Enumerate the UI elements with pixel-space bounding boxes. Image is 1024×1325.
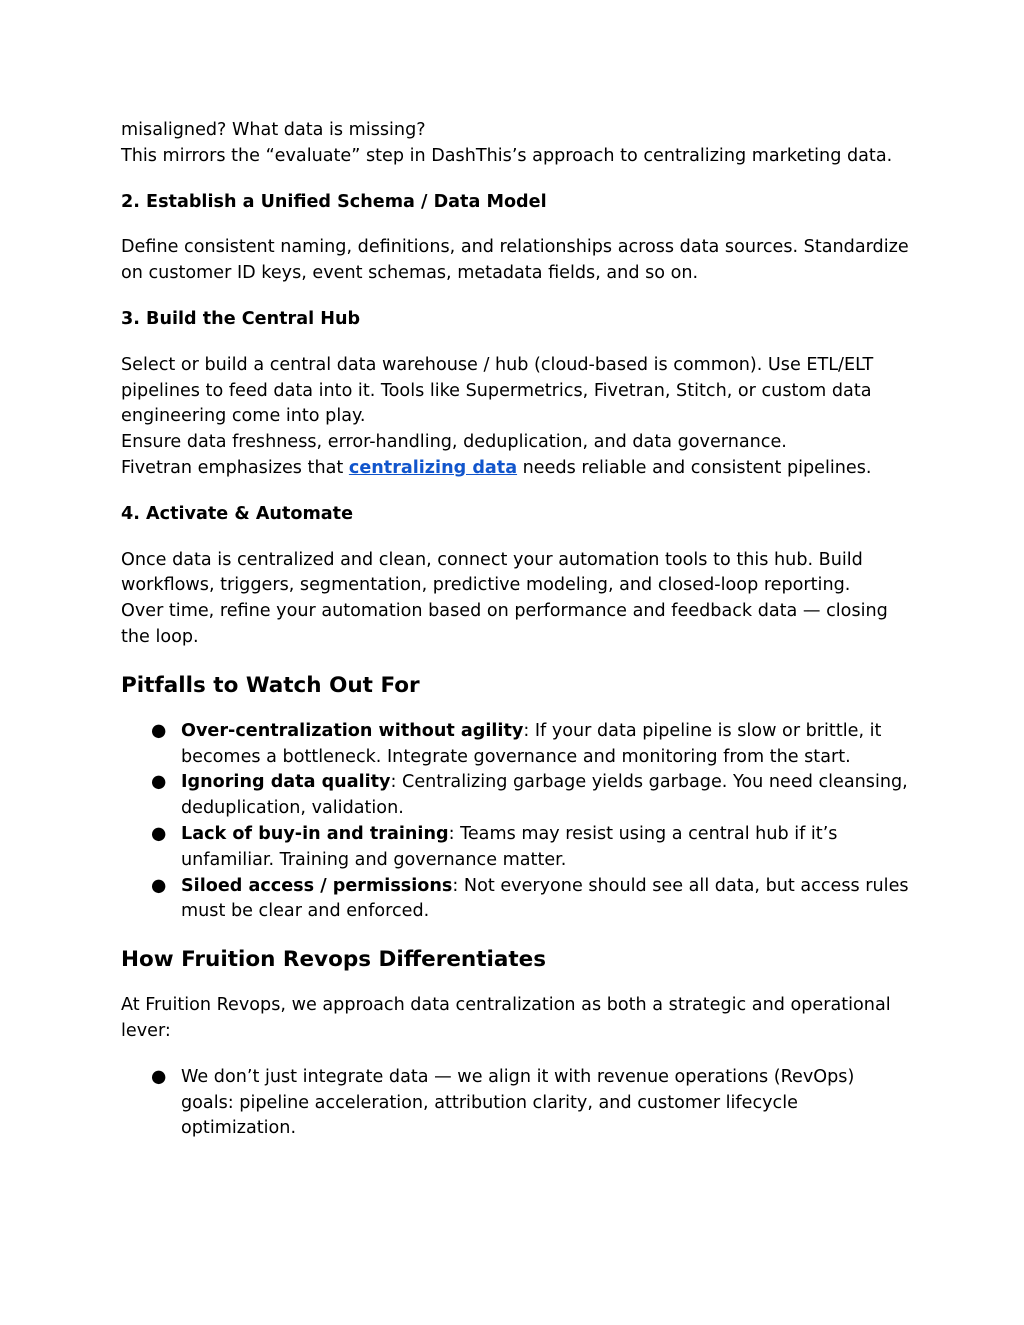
differentiates-list <box>121 1065 911 1142</box>
differentiates-item <box>121 1065 911 1142</box>
bullet-icon: ● <box>151 823 167 844</box>
bullet-icon: ● <box>151 772 167 793</box>
bullet-icon: ● <box>151 1066 167 1087</box>
differentiates-intro: At Fruition Revops, we approach data centralization as both a strategic and operational lever: <box>121 995 891 1041</box>
pitfall-text: : Not everyone should see all data, but access rules must be clear and enforced. <box>181 875 909 922</box>
step-3-body-1: Select or build a central data warehouse / hub (cloud-based is common). Use ETL/ELT pipelines to feed data into it. Tools like Supermetrics, Fivetran, Stitch, or custom data engineering come into play. <box>121 354 874 427</box>
pitfall-item <box>121 822 911 874</box>
pitfall-item <box>121 719 911 771</box>
differentiates-text: We don’t just integrate data — we align it with revenue operations (RevOps) goals: pipeline acceleration, attribution clarity, and customer lifecycle optimization. <box>181 1066 855 1139</box>
pitfall-text: : Centralizing garbage yields garbage. You need cleansing, deduplication, validation. <box>181 772 908 819</box>
step-4-body-1: Once data is centralized and clean, connect your automation tools to this hub. Build workflows, triggers, segmentation, predictive modeling, and closed-loop reporting. <box>121 549 863 596</box>
step-3-body-2: Ensure data freshness, error-handling, deduplication, and data governance. <box>121 432 787 453</box>
bullet-icon: ● <box>151 720 167 741</box>
intro-line-1: misaligned? What data is missing? <box>121 120 426 140</box>
pitfall-term: Lack of buy-in and training <box>181 823 449 844</box>
step-2-body: Define consistent naming, definitions, and relationships across data sources. Standardize on customer ID keys, event schemas, metadata fields, and so on. <box>121 237 909 284</box>
step-4-body <box>121 548 911 651</box>
pitfall-item <box>121 770 911 822</box>
pitfalls-list <box>121 719 911 925</box>
step-4-body-2: Over time, refine your automation based on performance and feedback data — closing the loop. <box>121 601 888 647</box>
centralizing-data-link[interactable]: centralizing data <box>348 457 518 478</box>
pitfall-item <box>121 874 911 926</box>
step-3-body-3-pre: Fivetran emphasizes that <box>121 457 349 478</box>
step-3-body-3-post: needs reliable and consistent pipelines. <box>517 457 872 478</box>
pitfall-text: : If your data pipeline is slow or brittle, it becomes a bottleneck. Integrate governance and monitoring from the start. <box>181 720 882 767</box>
step-2-heading: 2. Establish a Unified Schema / Data Model <box>121 191 547 212</box>
intro-paragraph <box>121 118 911 170</box>
pitfall-term: Ignoring data quality <box>181 772 391 793</box>
step-3-body-3 <box>121 456 911 482</box>
step-4-heading: 4. Activate & Automate <box>121 503 354 524</box>
pitfall-term: Siloed access / permissions <box>181 875 453 896</box>
pitfall-text: : Teams may resist using a central hub if it’s unfamiliar. Training and governance matter. <box>181 823 838 870</box>
pitfall-term: Over-centralization without agility <box>181 720 524 741</box>
differentiates-heading: How Fruition Revops Differentiates <box>121 947 547 973</box>
document-page <box>121 118 911 1162</box>
bullet-icon: ● <box>151 875 167 896</box>
step-3-body <box>121 353 911 482</box>
step-3-heading: 3. Build the Central Hub <box>121 308 361 329</box>
intro-line-2: This mirrors the “evaluate” step in DashThis’s approach to centralizing marketing data. <box>121 145 893 166</box>
pitfalls-heading: Pitfalls to Watch Out For <box>121 672 420 698</box>
